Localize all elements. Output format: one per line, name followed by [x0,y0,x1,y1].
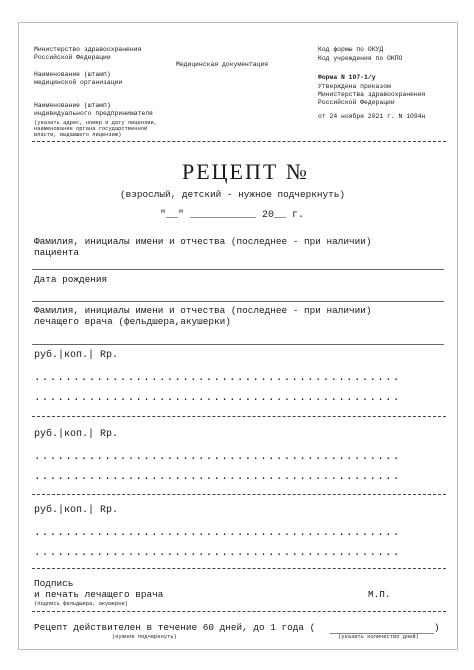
signature-separator [32,611,446,612]
ministry-line-2: Российской Федерации [34,54,111,61]
approved-line-3: Российской Федерации [318,99,395,106]
issue-date-line: "__" ___________ 20__ г. [160,210,305,221]
ip-note-1: (указать адрес, номер и дату лицензии, [34,120,157,126]
doctor-name-label-1: Фамилия, инициалы имени и отчества (последнее - при наличии) [34,305,372,316]
rx-separator-2 [32,494,446,495]
ip-note-2: наименование органа государственной [34,126,148,132]
ministry-line-1: Министерство здравоохранения [34,46,142,53]
patient-name-label-2: пациента [34,247,80,258]
birth-date-label: Дата рождения [34,274,108,285]
doctor-name-label-2: лечащего врача (фельдшера,акушерки) [34,316,231,327]
signature-note: (подпись фельдшера, акушерки) [34,601,128,607]
patient-type-note: (взрослый, детский - нужное подчеркнуть) [120,189,346,200]
doctor-name-line [32,344,444,345]
rx-block-3-dots-1: ............................................... [34,527,401,539]
validity-text: Рецепт действителен в течение 60 дней, до 1 года ( [34,622,316,633]
rx-block-3-label: руб.|коп.| Rp. [34,505,119,516]
approved-line-1: Утверждена приказом [318,83,391,90]
org-stamp-line-1: Наименование (штамп) [34,71,111,78]
rx-separator-1 [32,416,446,417]
validity-close-paren: ) [434,622,440,633]
okud-code: Код формы по ОКУД [318,46,384,53]
stamp-place: М.П. [368,589,391,600]
rx-block-1-dots-2: ............................................... [34,392,401,404]
rx-block-2-dots-1: ............................................... [34,451,401,463]
okpo-code: Код учреждения по ОКПО [318,55,403,62]
patient-name-label-1: Фамилия, инициалы имени и отчества (последнее - при наличии) [34,236,372,247]
birth-date-line [32,301,444,302]
patient-name-line [32,269,444,270]
rx-block-1-dots-1: ............................................... [34,372,401,384]
document-title: РЕЦЕПТ № [182,159,309,184]
ip-stamp-line-2: индивидуального предпринимателя [34,110,153,117]
rx-block-1-label: руб.|коп.| Rp. [34,350,119,361]
rx-block-2-label: руб.|коп.| Rp. [34,429,119,440]
approved-line-4: от 24 ноября 2021 г. N 1094н [318,113,426,120]
rx-separator-3 [32,568,446,569]
validity-note-left: (нужное подчеркнуть) [112,634,177,640]
validity-note-right: (указать количество дней) [338,634,419,640]
rx-block-3-dots-2: ............................................... [34,547,401,559]
header-separator [32,141,446,142]
approved-line-2: Министерства здравоохранения [318,91,426,98]
medical-docs-label: Медицинская документация [176,61,269,68]
signature-label-1: Подпись [34,578,74,589]
signature-label-2: и печать лечащего врача [34,589,164,600]
ip-note-3: власти, выдавшего лицензию) [34,132,122,138]
rx-block-2-dots-2: ............................................... [34,471,401,483]
org-stamp-line-2: медицинской организации [34,79,123,86]
ip-stamp-line-1: Наименование (штамп) [34,102,111,109]
form-number: Форма N 107-1/у [318,74,376,81]
